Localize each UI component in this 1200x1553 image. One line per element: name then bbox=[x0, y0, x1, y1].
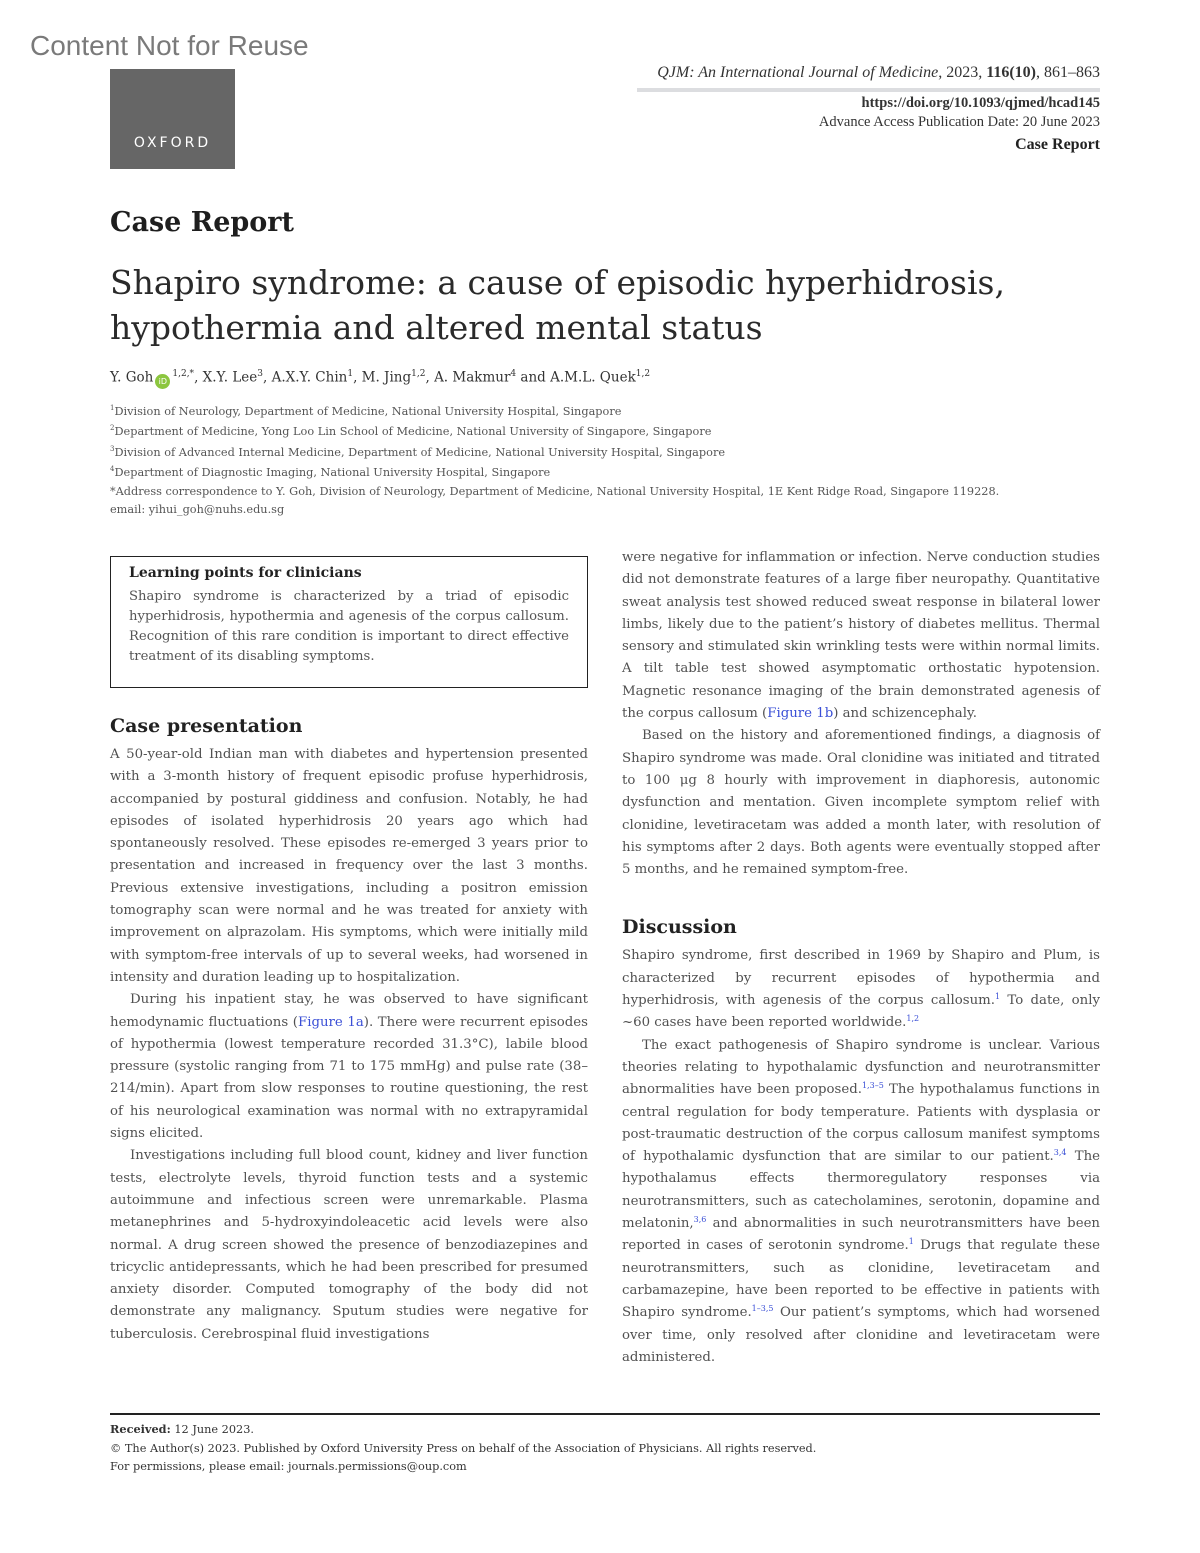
citation-ref[interactable]: 1 bbox=[908, 1237, 914, 1247]
author-affiliation-marker: 1 bbox=[347, 369, 354, 379]
oxford-logo: OXFORD bbox=[110, 69, 235, 169]
text: Drugs that regulate these neurotransmitters, such as clonidine, levetiracetam and carbamazepine, have been reported to be effective in patients with Shapiro syndrome. bbox=[622, 1238, 1100, 1321]
author-separator: and bbox=[516, 369, 551, 386]
correspondence bbox=[110, 483, 999, 518]
section-heading: Discussion bbox=[622, 916, 737, 939]
article-section bbox=[622, 547, 1100, 881]
text: To date, only ~60 cases have been reported worldwide. bbox=[622, 993, 1100, 1031]
affiliation bbox=[110, 441, 725, 461]
paragraph bbox=[622, 945, 1100, 1034]
text: ). There were recurrent episodes of hypothermia (lowest temperature recorded 31.3°C), labile blood pressure (systolic ranging from 71 to 175 mmHg) and pulse rate (38–214/min). Apart from slow responses to routine questioning, the rest of his neurological examination was normal with no extrapyramidal signs elicited. bbox=[110, 1014, 588, 1142]
text: Investigations including full blood count, kidney and liver function tests, electrolyte levels, thyroid function tests and a systemic autoimmune and infectious screen were unremarkable. Plasma metanephrines and 5-hydroxyindoleacetic acid levels were also normal. A drug screen showed the presence of benzodiazepines and tricyclic antidepressants, which he had been prescribed for presumed anxiety disorder. Computed tomography of the body did not demonstrate any malignancy. Sputum studies were negative for tuberculosis. Cerebrospinal fluid investigations bbox=[110, 1148, 588, 1342]
author-affiliation-marker: 1,2 bbox=[411, 369, 426, 379]
journal-year: , 2023, bbox=[938, 64, 987, 81]
author-affiliation-marker: 1,2,* bbox=[172, 369, 195, 379]
citation-ref[interactable]: 1,3–5 bbox=[861, 1081, 884, 1091]
article-kicker: Case Report bbox=[110, 207, 294, 238]
affiliation-number: 4 bbox=[110, 465, 115, 474]
correspondence-address: *Address correspondence to Y. Goh, Division of Neurology, Department of Medicine, National University Hospital, 1E Kent Ridge Road, Singapore 119228. bbox=[110, 485, 1000, 498]
article-section bbox=[110, 713, 588, 1346]
figure-link[interactable]: Figure 1a bbox=[297, 1014, 364, 1030]
affiliation bbox=[110, 420, 725, 440]
text: The exact pathogenesis of Shapiro syndrome is unclear. Various theories relating to hypothalamic dysfunction and neurotransmitter abnormalities have been proposed. bbox=[622, 1037, 1100, 1098]
author-list bbox=[110, 369, 650, 389]
learning-points-text: Shapiro syndrome is characterized by a triad of episodic hyperhidrosis, hypothermia and agenesis of the corpus callosum. Recognition of this rare condition is important to direct effective treatment of its disabling symptoms. bbox=[129, 589, 569, 664]
paragraph bbox=[622, 725, 1100, 881]
text: A 50-year-old Indian man with diabetes and hypertension presented with a 3-month history of frequent episodic profuse hyperhidrosis, accompanied by postural giddiness and confusion. Notably, he had episodes of isolated hyperhidrosis 20 years ago which had spontaneously resolved. These episodes re-emerged 3 years prior to presentation and increased in frequency over the last 3 months. Previous extensive investigations, including a positron emission tomography scan were normal and he was treated for anxiety with improvement on alprazolam. His symptoms, which were initially mild with symptom-free intervals of up to several weeks, had worsened in intensity and duration leading up to hospitalization. bbox=[110, 747, 588, 985]
watermark: Content Not for Reuse bbox=[30, 30, 309, 61]
journal-volume: 116(10) bbox=[986, 64, 1036, 81]
author-separator: , bbox=[425, 369, 435, 386]
paragraph bbox=[110, 989, 588, 1145]
citation-ref[interactable]: 3,6 bbox=[693, 1215, 707, 1225]
author-separator: , bbox=[353, 369, 362, 386]
copyright: © The Author(s) 2023. Published by Oxford University Press on behalf of the Association of Physicians. All rights reserved. bbox=[110, 1441, 817, 1455]
author-separator: , bbox=[194, 369, 203, 386]
text: Our patient’s symptoms, which had worsened over time, only resolved after clonidine and levetiracetam were administered. bbox=[622, 1305, 1100, 1365]
text: The hypothalamus functions in central regulation for body temperature. Patients with dysplasia or post-traumatic destruction of the corpus callosum manifest symptoms of hypothalamic dysfunction that are similar to our patient. bbox=[622, 1082, 1100, 1165]
text: The hypothalamus effects thermoregulatory responses via neurotransmitters, such as catecholamines, serotonin, dopamine and melatonin, bbox=[622, 1149, 1100, 1232]
received-value: 12 June 2023. bbox=[170, 1423, 255, 1436]
figure-link[interactable]: Figure 1b bbox=[767, 706, 834, 722]
author-affiliation-marker: 3 bbox=[257, 369, 263, 379]
article-section bbox=[622, 914, 1100, 1369]
permissions: For permissions, please email: journals.permissions@oup.com bbox=[110, 1460, 467, 1473]
orcid-icon[interactable]: iD bbox=[155, 374, 170, 389]
affiliation bbox=[110, 400, 725, 420]
affiliations bbox=[110, 400, 725, 481]
text: During his inpatient stay, he was observed to have significant hemodynamic fluctuations ( bbox=[110, 992, 588, 1030]
citation-ref[interactable]: 3,4 bbox=[1053, 1148, 1067, 1158]
author-name: A.M.L. Quek bbox=[550, 369, 636, 386]
affiliation-text: Division of Advanced Internal Medicine, Department of Medicine, National University Hospital, Singapore bbox=[114, 445, 726, 459]
text: and abnormalities in such neurotransmitters have been reported in cases of serotonin syndrome. bbox=[622, 1216, 1100, 1254]
article-title: Shapiro syndrome: a cause of episodic hyperhidrosis, hypothermia and altered mental status bbox=[110, 263, 1005, 347]
text: were negative for inflammation or infection. Nerve conduction studies did not demonstrate features of a large fiber neuropathy. Quantitative sweat analysis test showed reduced sweat response in bilateral lower limbs, likely due to the patient’s history of diabetes mellitus. Thermal sensory and stimulated skin wrinkling tests were within normal limits. A tilt table test showed asymptomatic orthostatic hypotension. Magnetic resonance imaging of the brain demonstrated agenesis of the corpus callosum ( bbox=[622, 550, 1100, 722]
affiliation-number: 3 bbox=[110, 444, 115, 453]
author-affiliation-marker: 1,2 bbox=[635, 369, 651, 379]
citation-ref[interactable]: 1–3,5 bbox=[751, 1304, 774, 1314]
affiliation-text: Division of Neurology, Department of Medicine, National University Hospital, Singapore bbox=[114, 404, 622, 418]
author-name: M. Jing bbox=[361, 369, 412, 386]
journal-name: QJM: An International Journal of Medicine bbox=[657, 64, 939, 81]
journal-citation bbox=[657, 64, 1100, 82]
journal-pages: , 861–863 bbox=[1036, 64, 1100, 81]
paragraph bbox=[110, 1145, 588, 1346]
affiliation-number: 2 bbox=[110, 424, 115, 433]
article-type: Case Report bbox=[1015, 136, 1100, 153]
received-label: Received: bbox=[110, 1422, 171, 1436]
citation-ref[interactable]: 1,2 bbox=[906, 1014, 920, 1024]
footer bbox=[110, 1420, 816, 1477]
affiliation-text: Department of Medicine, Yong Loo Lin School of Medicine, National University of Singapore, Singapore bbox=[114, 425, 712, 439]
learning-points-heading: Learning points for clinicians bbox=[129, 565, 362, 581]
author-name: X.Y. Lee bbox=[202, 369, 258, 386]
author-affiliation-marker: 4 bbox=[510, 369, 517, 379]
paragraph bbox=[622, 1035, 1100, 1369]
text: Based on the history and aforementioned findings, a diagnosis of Shapiro syndrome was made. Oral clonidine was initiated and titrated to 100 μg 8 hourly with improvement in diaphoresis, autonomic dysfunction and mentation. Given incomplete symptom relief with clonidine, levetiracetam was added a month later, with resolution of his symptoms after 2 days. Both agents were eventually stopped after 5 months, and he remained symptom-free. bbox=[622, 728, 1100, 878]
right-column bbox=[622, 547, 1100, 1369]
received-date bbox=[110, 1420, 816, 1440]
citation-ref[interactable]: 1 bbox=[995, 992, 1001, 1002]
left-column bbox=[110, 713, 588, 1346]
author-name: Y. Goh bbox=[110, 369, 154, 386]
author-name: A.X.Y. Chin bbox=[271, 369, 348, 386]
affiliation-number: 1 bbox=[110, 404, 115, 412]
author-separator: , bbox=[263, 369, 272, 386]
publication-date: Advance Access Publication Date: 20 June 2023 bbox=[818, 114, 1100, 130]
affiliation bbox=[110, 461, 725, 481]
doi-link[interactable]: https://doi.org/10.1093/qjmed/hcad145 bbox=[861, 95, 1100, 111]
paragraph bbox=[110, 744, 588, 989]
author-name: A. Makmur bbox=[434, 369, 511, 386]
section-heading: Case presentation bbox=[110, 715, 303, 737]
paragraph bbox=[622, 547, 1100, 725]
header-rule bbox=[637, 88, 1100, 92]
learning-points-box bbox=[110, 556, 588, 688]
correspondence-email[interactable]: email: yihui_goh@nuhs.edu.sg bbox=[110, 502, 285, 516]
affiliation-text: Department of Diagnostic Imaging, National University Hospital, Singapore bbox=[114, 465, 551, 479]
text: Shapiro syndrome, first described in 1969 by Shapiro and Plum, is characterized by recurrent episodes of hypothermia and hyperhidrosis, with agenesis of the corpus callosum. bbox=[622, 948, 1100, 1009]
footer-rule bbox=[110, 1413, 1100, 1415]
text: ) and schizencephaly. bbox=[833, 706, 977, 722]
